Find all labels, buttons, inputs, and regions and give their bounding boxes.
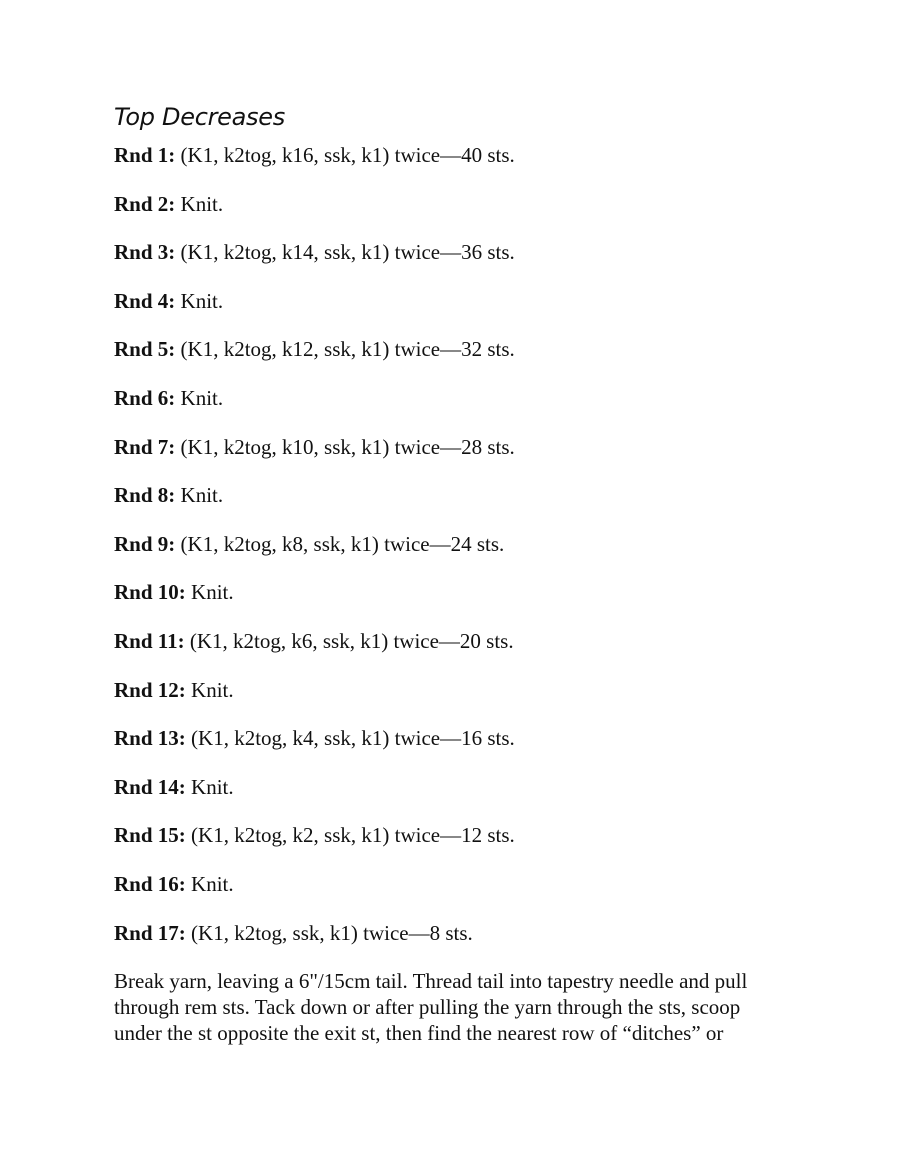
round-text: (K1, k2tog, k16, ssk, k1) twice—40 sts.: [180, 143, 515, 167]
finishing-line: under the st opposite the exit st, then find the nearest row of “ditches” or: [114, 1021, 724, 1046]
round-label: Rnd 15:: [114, 823, 186, 848]
round-text: Knit.: [191, 677, 234, 702]
round-instruction: [114, 288, 814, 314]
section-heading: Top Decreases: [114, 103, 285, 131]
round-instruction: [114, 774, 814, 800]
round-label: Rnd 1:: [114, 143, 176, 167]
round-label: Rnd 3:: [114, 240, 176, 265]
round-instruction: [114, 142, 814, 168]
round-text: Knit.: [191, 580, 234, 605]
round-instruction: [114, 434, 814, 460]
finishing-line: through rem sts. Tack down or after pulling the yarn through the sts, scoop: [114, 995, 741, 1020]
round-label: Rnd 7:: [114, 434, 176, 459]
round-instruction: [114, 336, 814, 362]
round-text: Knit.: [180, 288, 224, 313]
round-text: Knit.: [191, 871, 234, 896]
round-label: Rnd 5:: [114, 337, 176, 362]
round-instruction: [114, 531, 814, 557]
round-label: Rnd 17:: [114, 920, 186, 945]
round-label: Rnd 4:: [114, 288, 176, 313]
round-instruction: [114, 191, 814, 217]
round-instruction: [114, 385, 814, 411]
finishing-line: Break yarn, leaving a 6"/15cm tail. Thread tail into tapestry needle and pull: [114, 969, 748, 994]
round-text: Knit.: [180, 191, 224, 216]
document-page: [114, 98, 814, 1046]
round-instruction: [114, 920, 814, 946]
round-text: (K1, k2tog, k6, ssk, k1) twice—20 sts.: [189, 628, 514, 653]
round-label: Rnd 16:: [114, 871, 186, 896]
round-instruction: [114, 628, 814, 654]
round-text: Knit.: [180, 483, 224, 508]
round-instruction: [114, 822, 814, 848]
round-instruction: [114, 725, 814, 751]
round-text: (K1, k2tog, k4, ssk, k1) twice—16 sts.: [191, 726, 515, 751]
round-instruction: [114, 239, 814, 265]
round-text: (K1, k2tog, k8, ssk, k1) twice—24 sts.: [180, 531, 505, 556]
round-label: Rnd 10:: [114, 580, 186, 605]
round-label: Rnd 2:: [114, 191, 176, 216]
round-instruction: [114, 482, 814, 508]
rounds-list: [114, 142, 814, 946]
round-label: Rnd 13:: [114, 726, 186, 751]
finishing-paragraph: [114, 968, 814, 1046]
round-text: (K1, k2tog, k12, ssk, k1) twice—32 sts.: [180, 337, 515, 362]
round-instruction: [114, 677, 814, 703]
round-label: Rnd 9:: [114, 531, 176, 556]
round-label: Rnd 11:: [114, 628, 185, 653]
round-label: Rnd 8:: [114, 483, 176, 508]
round-instruction: [114, 579, 814, 605]
round-label: Rnd 12:: [114, 677, 186, 702]
round-text: (K1, k2tog, k14, ssk, k1) twice—36 sts.: [180, 240, 515, 265]
round-label: Rnd 14:: [114, 774, 186, 799]
round-label: Rnd 6:: [114, 385, 176, 410]
round-text: Knit.: [191, 774, 234, 799]
round-text: Knit.: [180, 385, 224, 410]
round-instruction: [114, 871, 814, 897]
round-text: (K1, k2tog, k10, ssk, k1) twice—28 sts.: [180, 434, 515, 459]
round-text: (K1, k2tog, ssk, k1) twice—8 sts.: [191, 920, 473, 945]
round-text: (K1, k2tog, k2, ssk, k1) twice—12 sts.: [191, 823, 515, 848]
